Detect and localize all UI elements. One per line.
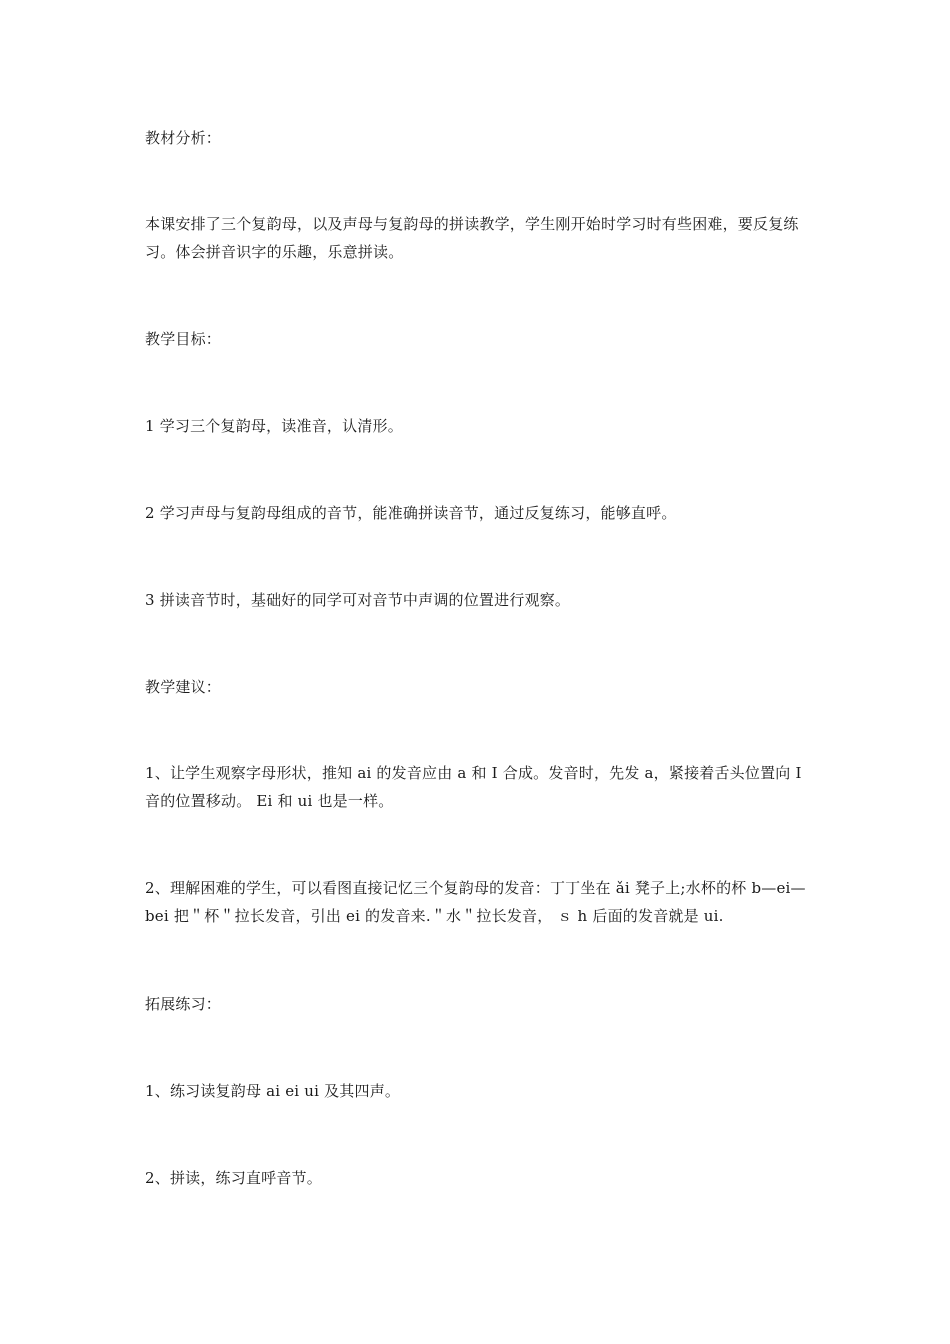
suggestion-item-2: 2、理解困难的学生，可以看图直接记忆三个复韵母的发音：丁丁坐在 ǎi 凳子上;水杯的杯 b—ei—bei 把＂杯＂拉长发音，引出 ei 的发音来.＂水＂拉长发音， ｓ h 后面的发音就是 ui. — [145, 879, 806, 925]
suggestion-item-1: 1、让学生观察字母形状，推知 ai 的发音应由 a 和 I 合成。发音时，先发 a，紧接着舌头位置向 I 音的位置移动。 Ei 和 ui 也是一样。 — [145, 764, 802, 810]
goal-item-1: 1 学习三个复韵母，读准音，认清形。 — [145, 417, 403, 435]
material-analysis-text: 本课安排了三个复韵母，以及声母与复韵母的拼读教学，学生刚开始时学习时有些困难，要反复练习。体会拼音识字的乐趣，乐意拼读。 — [145, 215, 799, 261]
goal-item-3: 3 拼读音节时，基础好的同学可对音节中声调的位置进行观察。 — [145, 591, 571, 609]
heading-extension-practice: 拓展练习： — [145, 995, 222, 1013]
practice-item-1: 1、练习读复韵母 ai ei ui 及其四声。 — [145, 1082, 401, 1100]
heading-teaching-suggestions: 教学建议： — [145, 678, 222, 696]
heading-teaching-goals: 教学目标： — [145, 330, 222, 348]
practice-item-2: 2、拼读，练习直呼音节。 — [145, 1169, 322, 1187]
heading-material-analysis: 教材分析： — [145, 129, 222, 147]
goal-item-2: 2 学习声母与复韵母组成的音节，能准确拼读音节，通过反复练习，能够直呼。 — [145, 504, 677, 522]
